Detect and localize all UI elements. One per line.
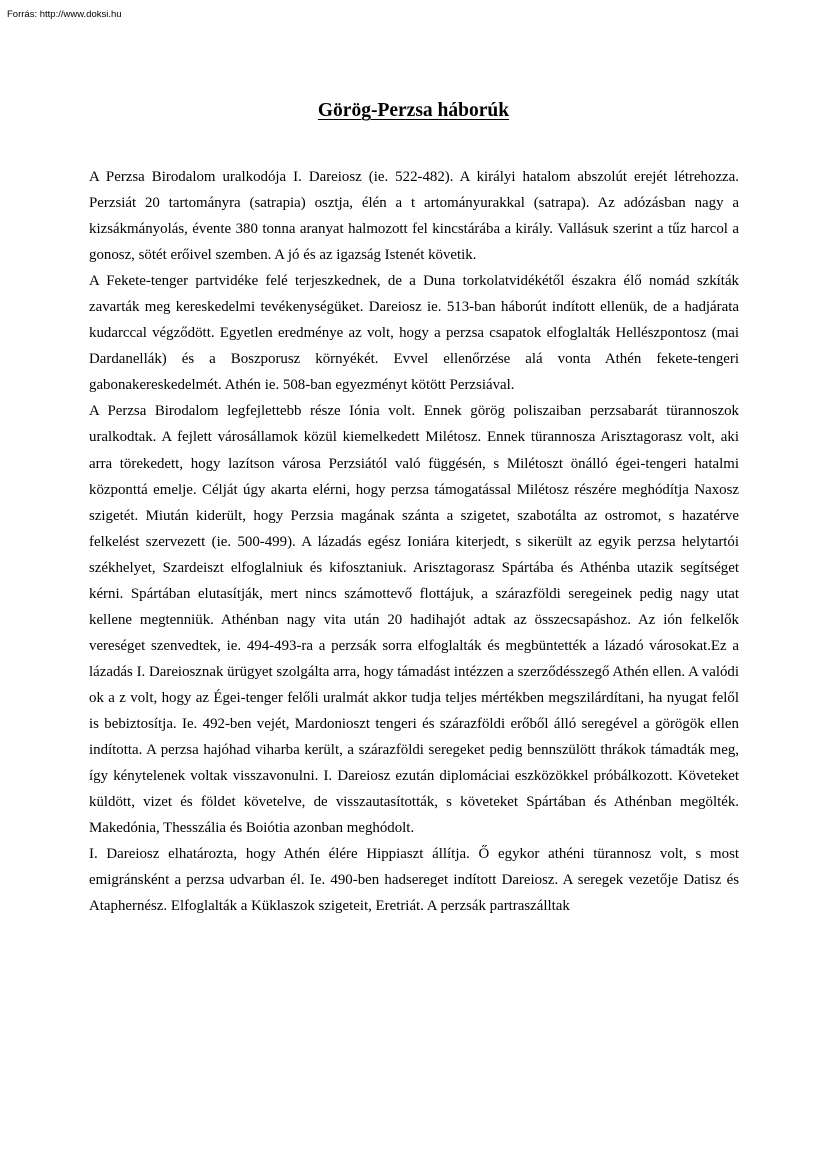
paragraph-hippias-expedition: I. Dareiosz elhatározta, hogy Athén élére Hippiaszt állítja. Ő egykor athéni türannosz volt, s most emigránsként a perzsa udvarban él. Ie. 490-ben hadsereget indított Dareiosz. A seregek vezetője Datisz és Ataphernész. Elfoglalták a Küklaszok szigeteit, Eretriát. A perzsák partraszálltak (89, 846, 739, 915)
document-body (89, 164, 739, 919)
paragraph-ionian-revolt: A Perzsa Birodalom legfejlettebb része Iónia volt. Ennek görög poliszaiban perzsabarát türannoszok uralkodtak. A fejlett városállamok közül kiemelkedett Milétosz. Ennek türannosza Arisztagorasz volt, aki arra törekedett, hogy lazítson városa Perzsiától való függésén, s Milétoszt önálló égei-tengeri hatalmi központtá emelje. Célját úgy akarta elérni, hogy perzsa támogatással Milétosz részére meghódítja Naxosz szigetét. Miután kiderült, hogy Perzsia magának szánta a szigetet, szabotálta az ostromot, s hazatérve felkelést szervezett (ie. 500-499). A lázadás egész Ioniára kiterjedt, s sikerült az egyik perzsa helytartói székhelyet, Szardeiszt elfoglalniuk és kifosztaniuk. Arisztagorasz Spártába és Athénba utazik segítséget kérni. Spártában elutasítják, mert nincs számottevő flottájuk, a szárazföldi seregeinek pedig nagy utat kellene megtenniük. Athénban nagy vita után 20 hadihajót adtak az összecsapáshoz. Az ión felkelők vereséget szenvedtek, ie. 494-493-ra a perzsák sorra elfoglalták és megbüntették a lázadó városokat.Ez a lázadás I. Dareiosznak ürügyet szolgálta arra, hogy támadást intézzen a szerződésszegő Athén ellen. A valódi ok a z volt, hogy az Égei-tenger felőli uralmát akkor tudja teljes mértékben megszilárdítani, ha nyugat felől is bebiztosítja. Ie. 492-ben vejét, Mardonioszt tengeri és szárazföldi erőből álló seregével a görögök ellen indította. A perzsa hajóhad viharba került, a szárazföldi seregeket pedig bennszülött thrákok támadták meg, így kénytelenek voltak visszavonulni. I. Dareiosz ezután diplomáciai eszközökkel próbálkozott. Követeket küldött, vizet és földet követelve, de visszautasították, s követeket Spártában és Athénban megölték. Makedónia, Thesszália és Boiótia azonban meghódolt. (89, 403, 739, 837)
page-title: Görög-Perzsa háborúk (317, 100, 510, 121)
source-url-header: Forrás: http://www.doksi.hu (7, 9, 122, 20)
paragraph-dareiosz-rule: A Perzsa Birodalom uralkodója I. Dareiosz (ie. 522-482). A királyi hatalom abszolút erejét létrehozza. Perzsiát 20 tartományra (satrapia) osztja, élén a t artományurakkal (satrapa). Az adózásban nagy a kizsákmányolás, évente 380 tonna aranyat halmozott fel kincstárába a király. Vallásuk szerint a tűz harcol a gonosz, sötét erőivel szemben. A jó és az igazság Istenét követik. (89, 169, 739, 264)
paragraph-scythian-campaign: A Fekete-tenger partvidéke felé terjeszkednek, de a Duna torkolatvidékétől északra élő nomád szkíták zavarták meg kereskedelmi tevékenységüket. Dareiosz ie. 513-ban háborút indított ellenük, de a hadjárata kudarccal végződött. Egyetlen eredménye az volt, hogy a perzsa csapatok elfoglalták Hellészpontosz (mai Dardanellák) és a Boszporusz környékét. Evvel ellenőrzése alá vonta Athén fekete-tengeri gabonakereskedelmét. Athén ie. 508-ban egyezményt kötött Perzsiával. (89, 273, 739, 394)
